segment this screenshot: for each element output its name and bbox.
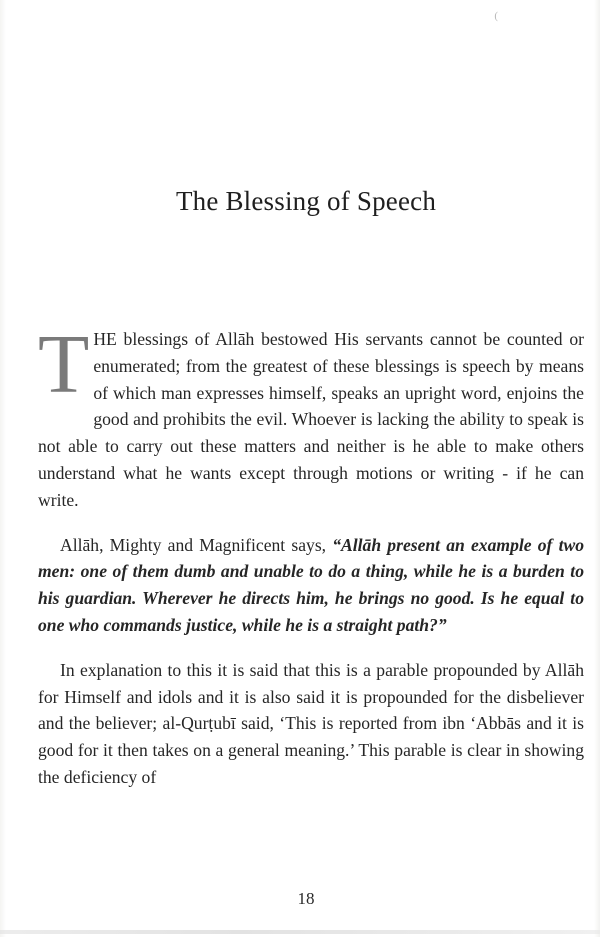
corner-mark: ( (494, 10, 498, 22)
paragraph-quran-quote (38, 532, 584, 639)
paragraph-opening (38, 318, 584, 514)
drop-cap: T (38, 318, 90, 411)
quote-lead-text: Allāh, Mighty and Magnificent says, (60, 534, 333, 555)
paragraph-explanation: In explanation to this it is said that this is a parable propounded by Allāh for Himself and idols and it is also said it is propounded for the disbeliever and the believer; al-Qurṭubī said, ‘This is reported from ibn ‘Abbās and it is good for it then takes on a general meaning.’ This parable is clear in showing the deficiency of (38, 659, 584, 787)
page-number: 18 (297, 889, 315, 908)
paragraph-opening-text: HE blessings of Allāh bestowed His servants cannot be counted or enumerated; from the greatest of these blessings is speech by means of which man expresses himself, speaks an upright word, enjoins the good and prohibits the evil. Whoever is lacking the ability to speak is not able to carry out these matters and neither is he able to make others understand what he wants except through motions or writing - if he can write. (38, 329, 584, 510)
chapter-title: The Blessing of Speech (175, 186, 437, 216)
quran-quote: “Allāh present an example of two men: one of them dumb and unable to do a thing, while he is a burden to his guardian. Wherever he directs him, he brings no good. Is he equal to one who commands justice, while he is a straight path?” (38, 534, 584, 635)
bottom-edge (0, 930, 600, 934)
chapter-body (38, 318, 584, 791)
